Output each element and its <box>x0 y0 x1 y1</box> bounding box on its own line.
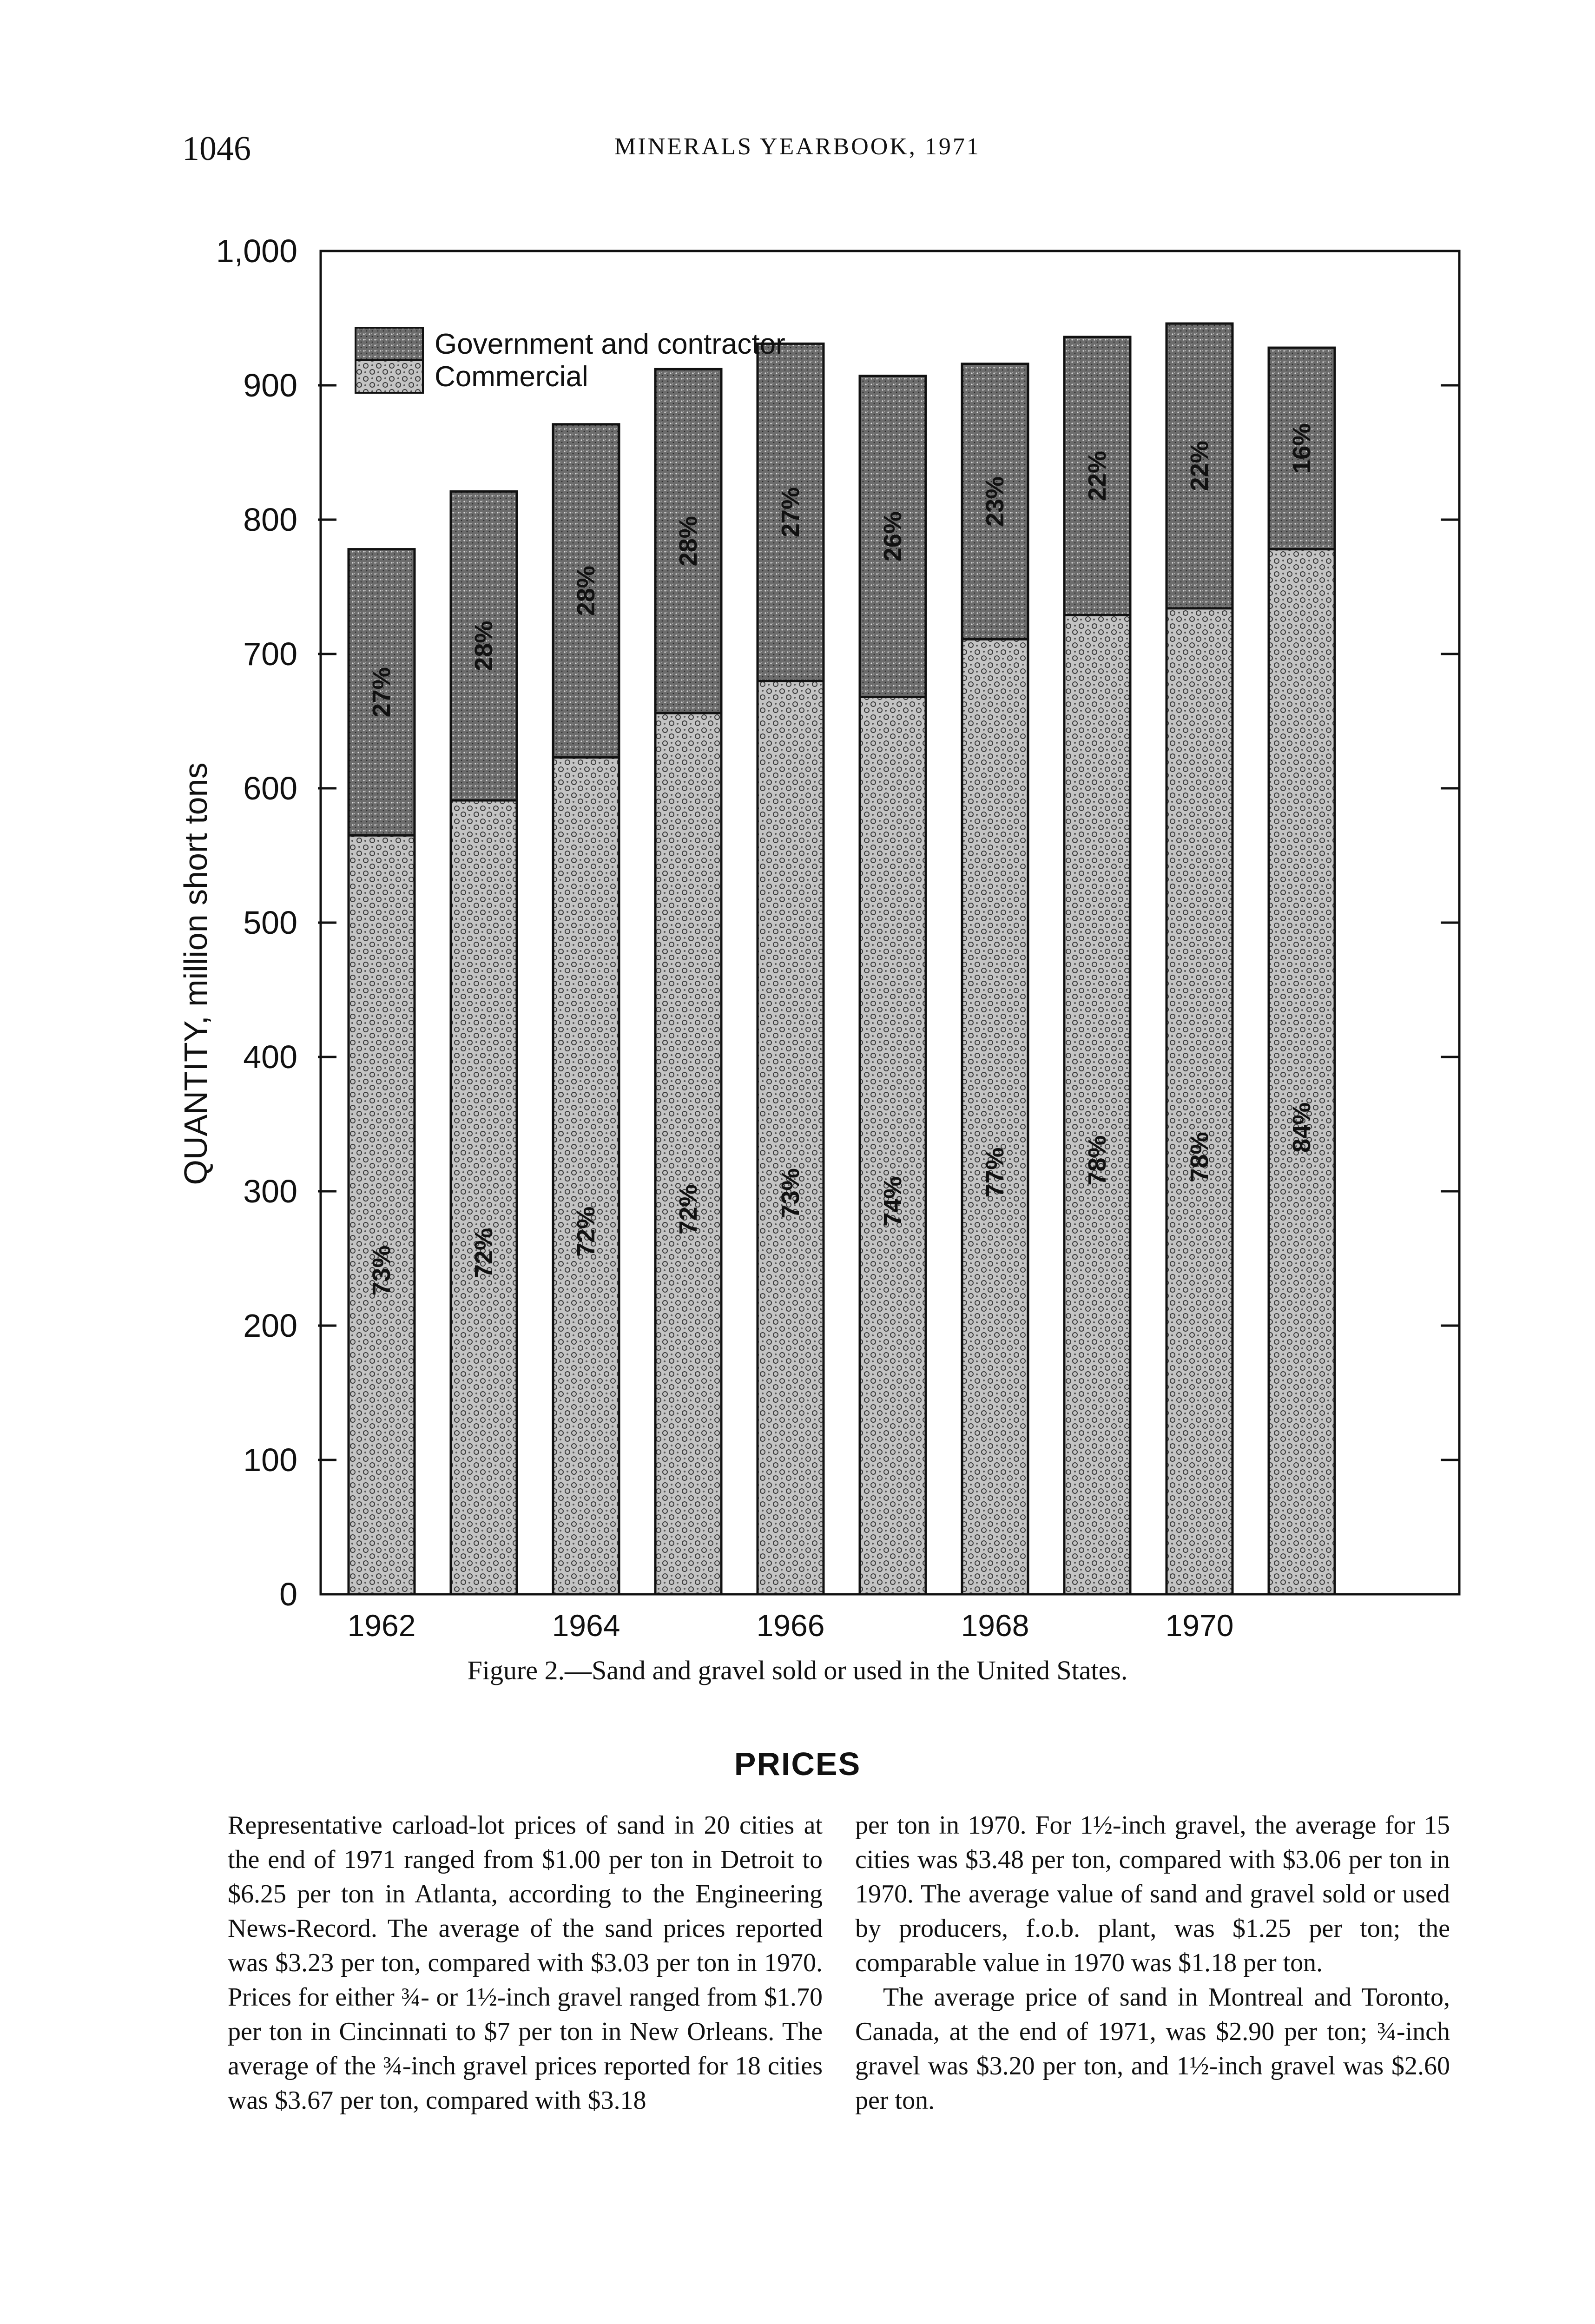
y-tick-label: 600 <box>243 770 297 806</box>
right-column <box>855 1808 1450 2118</box>
y-tick-label: 400 <box>243 1039 297 1075</box>
percent-label-commercial: 73% <box>368 1245 395 1296</box>
page-number: 1046 <box>182 130 251 168</box>
percent-label-commercial: 72% <box>572 1206 600 1257</box>
bar-commercial <box>655 713 721 1594</box>
y-tick-label: 900 <box>243 367 297 403</box>
percent-label-commercial: 84% <box>1288 1102 1316 1153</box>
percent-label-commercial: 78% <box>1186 1132 1213 1182</box>
percent-label-government: 16% <box>1288 423 1316 474</box>
percent-label-government: 26% <box>879 511 907 562</box>
percent-label-government: 28% <box>572 566 600 616</box>
y-tick-label: 0 <box>279 1576 297 1612</box>
body-paragraph: Representative carload-lot prices of sand in 20 cities at the end of 1971 ranged from $1.00 per ton in Detroit to $6.25 per ton in Atlanta, according to the Engineering News-Record. The average of the sand prices reported was $3.23 per ton, compared with $3.03 per ton in 1970. Prices for either ¾- or 1½-inch gravel ranged from $1.70 per ton in Cincinnati to $7 per ton in New Orleans. The average of the ¾-inch gravel prices reported for 18 cities was $3.67 per ton, compared with $3.18 <box>228 1811 823 2115</box>
percent-label-commercial: 72% <box>674 1184 702 1235</box>
bar-commercial <box>860 697 926 1594</box>
legend-swatch-commercial <box>356 360 423 393</box>
percent-label-commercial: 78% <box>1083 1135 1111 1186</box>
bar-commercial <box>349 835 415 1594</box>
left-column <box>228 1808 823 2118</box>
y-tick-label: 800 <box>243 502 297 538</box>
y-tick-label: 1,000 <box>216 233 297 269</box>
section-heading: PRICES <box>734 1746 861 1782</box>
bar-commercial <box>553 758 619 1594</box>
percent-label-government: 22% <box>1083 451 1111 502</box>
x-tick-label: 1962 <box>347 1608 416 1643</box>
y-tick-label: 700 <box>243 636 297 672</box>
percent-label-commercial: 77% <box>981 1147 1009 1198</box>
figure-caption: Figure 2.—Sand and gravel sold or used in the United States. <box>467 1655 1128 1685</box>
bar-commercial <box>1167 608 1232 1594</box>
percent-label-government: 27% <box>368 667 395 718</box>
y-tick-label: 200 <box>243 1307 297 1344</box>
body-paragraph: per ton in 1970. For 1½-inch gravel, the average for 15 cities was $3.48 per ton, compared with $3.06 per ton in 1970. The average value of sand and gravel sold or used by producers, f.o.b. plant, was $1.25 per ton; the comparable value in 1970 was $1.18 per ton. <box>855 1811 1450 1977</box>
x-tick-label: 1970 <box>1165 1608 1234 1643</box>
percent-label-government: 22% <box>1186 441 1213 491</box>
bar-commercial <box>758 681 824 1594</box>
bar-commercial <box>962 639 1028 1594</box>
legend-label-government: Government and contractor <box>435 328 785 360</box>
percent-label-government: 28% <box>674 516 702 567</box>
y-tick-label: 500 <box>243 905 297 941</box>
bar-commercial <box>1269 549 1335 1594</box>
bar-commercial <box>451 800 517 1594</box>
y-axis-title: QUANTITY, million short tons <box>178 762 214 1185</box>
legend-swatch-government <box>356 328 423 360</box>
y-tick-label: 300 <box>243 1173 297 1209</box>
x-tick-label: 1964 <box>552 1608 620 1643</box>
body-paragraph: The average price of sand in Montreal and Toronto, Canada, at the end of 1971, was $2.90 per ton; ¾-inch gravel was $3.20 per ton, and 1½-inch gravel was $2.60 per ton. <box>855 1983 1450 2115</box>
x-tick-label: 1966 <box>756 1608 825 1643</box>
percent-label-government: 23% <box>981 476 1009 527</box>
percent-label-commercial: 73% <box>777 1168 804 1219</box>
bar-commercial <box>1064 615 1130 1594</box>
bar-chart <box>167 232 1469 1650</box>
x-tick-label: 1968 <box>961 1608 1029 1643</box>
percent-label-government: 27% <box>777 487 804 538</box>
legend-label-commercial: Commercial <box>435 361 588 393</box>
percent-label-commercial: 74% <box>879 1176 907 1227</box>
percent-label-commercial: 72% <box>470 1228 498 1279</box>
percent-label-government: 28% <box>470 621 498 671</box>
y-tick-label: 100 <box>243 1442 297 1478</box>
running-title: MINERALS YEARBOOK, 1971 <box>614 133 981 160</box>
